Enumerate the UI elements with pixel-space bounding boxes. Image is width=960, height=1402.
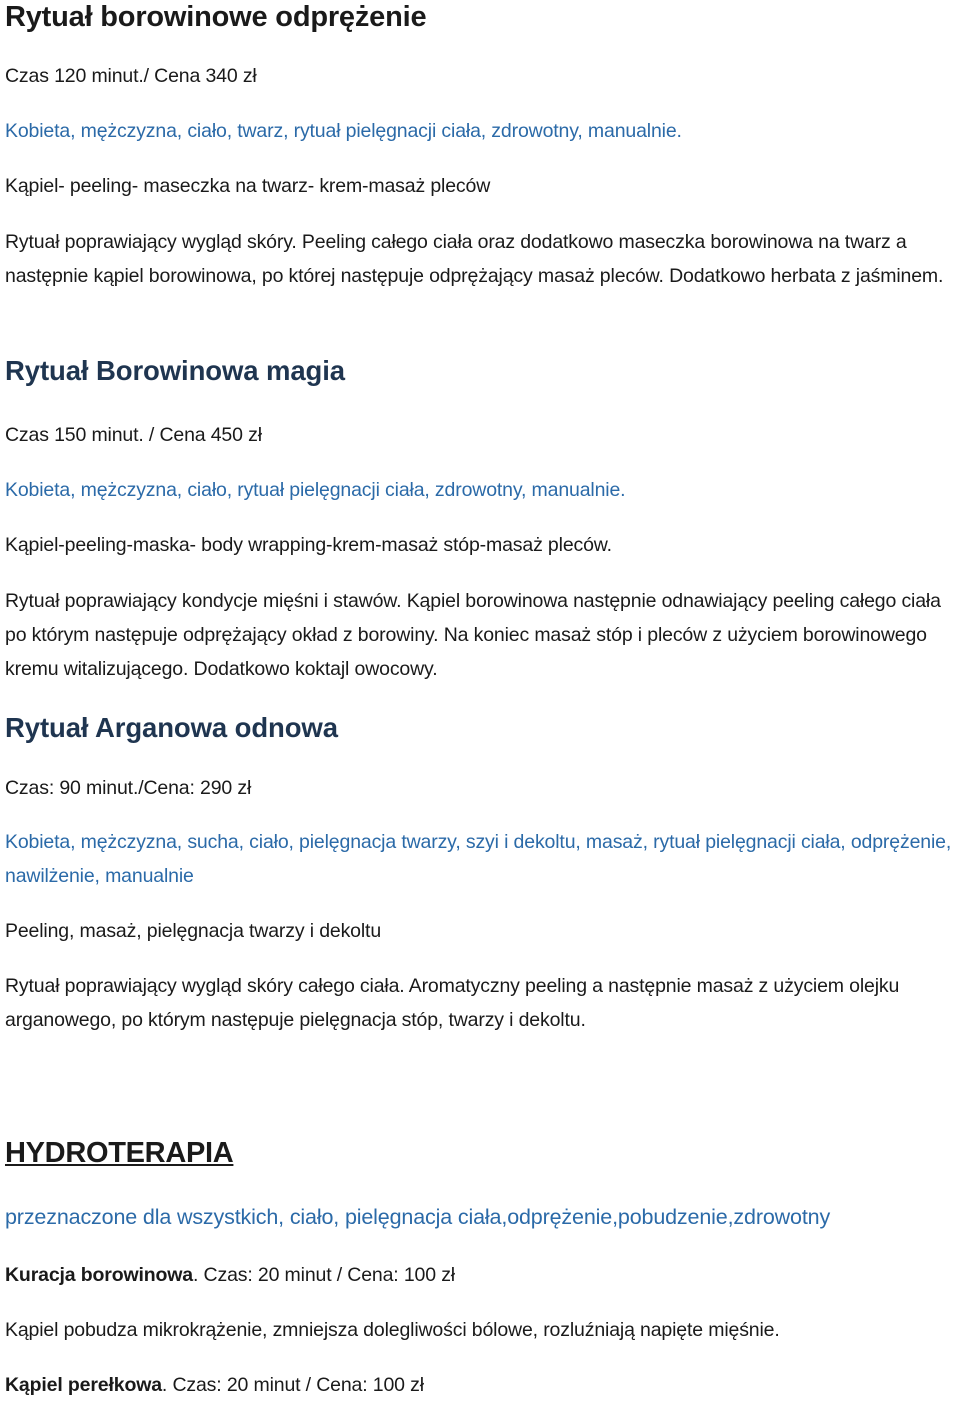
treatment-2-time-price: . Czas: 20 minut / Cena: 100 zł [161, 1374, 424, 1396]
section-2-tags: Kobieta, mężczyzna, ciało, rytuał pielęgnacji ciała, zdrowotny, manualnie. [5, 479, 626, 501]
treatment-2-header [5, 1368, 424, 1402]
treatment-1-description: Kąpiel pobudza mikrokrążenie, zmniejsza dolegliwości bólowe, rozluźniają napięte mięśnie. [5, 1319, 780, 1341]
treatment-1-time-price: . Czas: 20 minut / Cena: 100 zł [193, 1264, 455, 1286]
hydrotherapy-tags: przeznaczone dla wszystkich, ciało, pielęgnacja ciała,odprężenie,pobudzenie,zdrowotny [5, 1205, 831, 1229]
section-3-time-price: Czas: 90 minut./Cena: 290 zł [5, 777, 252, 799]
treatment-1-name: Kuracja borowinowa [5, 1264, 193, 1286]
section-2-time-price: Czas 150 minut. / Cena 450 zł [5, 424, 262, 446]
section-1-time-price: Czas 120 minut./ Cena 340 zł [5, 65, 257, 87]
treatment-2-name: Kąpiel perełkowa [5, 1374, 162, 1396]
section-1-description: Rytuał poprawiający wygląd skóry. Peeling całego ciała oraz dodatkowo maseczka borowinowa na twarz a następnie kąpiel borowinowa, po której następuje odprężający masaż pleców. Dodatkowo herbata z jaśminem. [5, 231, 944, 287]
section-2-title: Rytuał Borowinowa magia [5, 355, 345, 386]
treatment-1-header [5, 1258, 455, 1292]
section-2-description: Rytuał poprawiający kondycje mięśni i stawów. Kąpiel borowinowa następnie odnawiający peeling całego ciała po którym następuje odprężający okład z borowiny. Na koniec masaż stóp i pleców z użyciem borowinowego kremu witalizującego. Dodatkowo koktajl owocowy. [5, 590, 941, 680]
section-3-steps: Peeling, masaż, pielęgnacja twarzy i dekoltu [5, 920, 382, 942]
hydrotherapy-heading: HYDROTERAPIA [5, 1137, 234, 1169]
section-3-tags: Kobieta, mężczyzna, sucha, ciało, pielęgnacja twarzy, szyi i dekoltu, masaż, rytuał pielęgnacji ciała, odprężenie, nawilżenie, manualnie [5, 831, 952, 887]
section-1-title: Rytuał borowinowe odprężenie [5, 1, 427, 33]
section-2-steps: Kąpiel-peeling-maska- body wrapping-krem-masaż stóp-masaż pleców. [5, 534, 612, 556]
section-1-steps: Kąpiel- peeling- maseczka na twarz- krem-masaż pleców [5, 175, 491, 197]
section-1-tags: Kobieta, mężczyzna, ciało, twarz, rytuał pielęgnacji ciała, zdrowotny, manualnie. [5, 120, 682, 142]
section-3-title: Rytuał Arganowa odnowa [5, 712, 338, 743]
section-3-description: Rytuał poprawiający wygląd skóry całego ciała. Aromatyczny peeling a następnie masaż z użyciem olejku arganowego, po którym następuje pielęgnacja stóp, twarzy i dekoltu. [5, 975, 900, 1031]
